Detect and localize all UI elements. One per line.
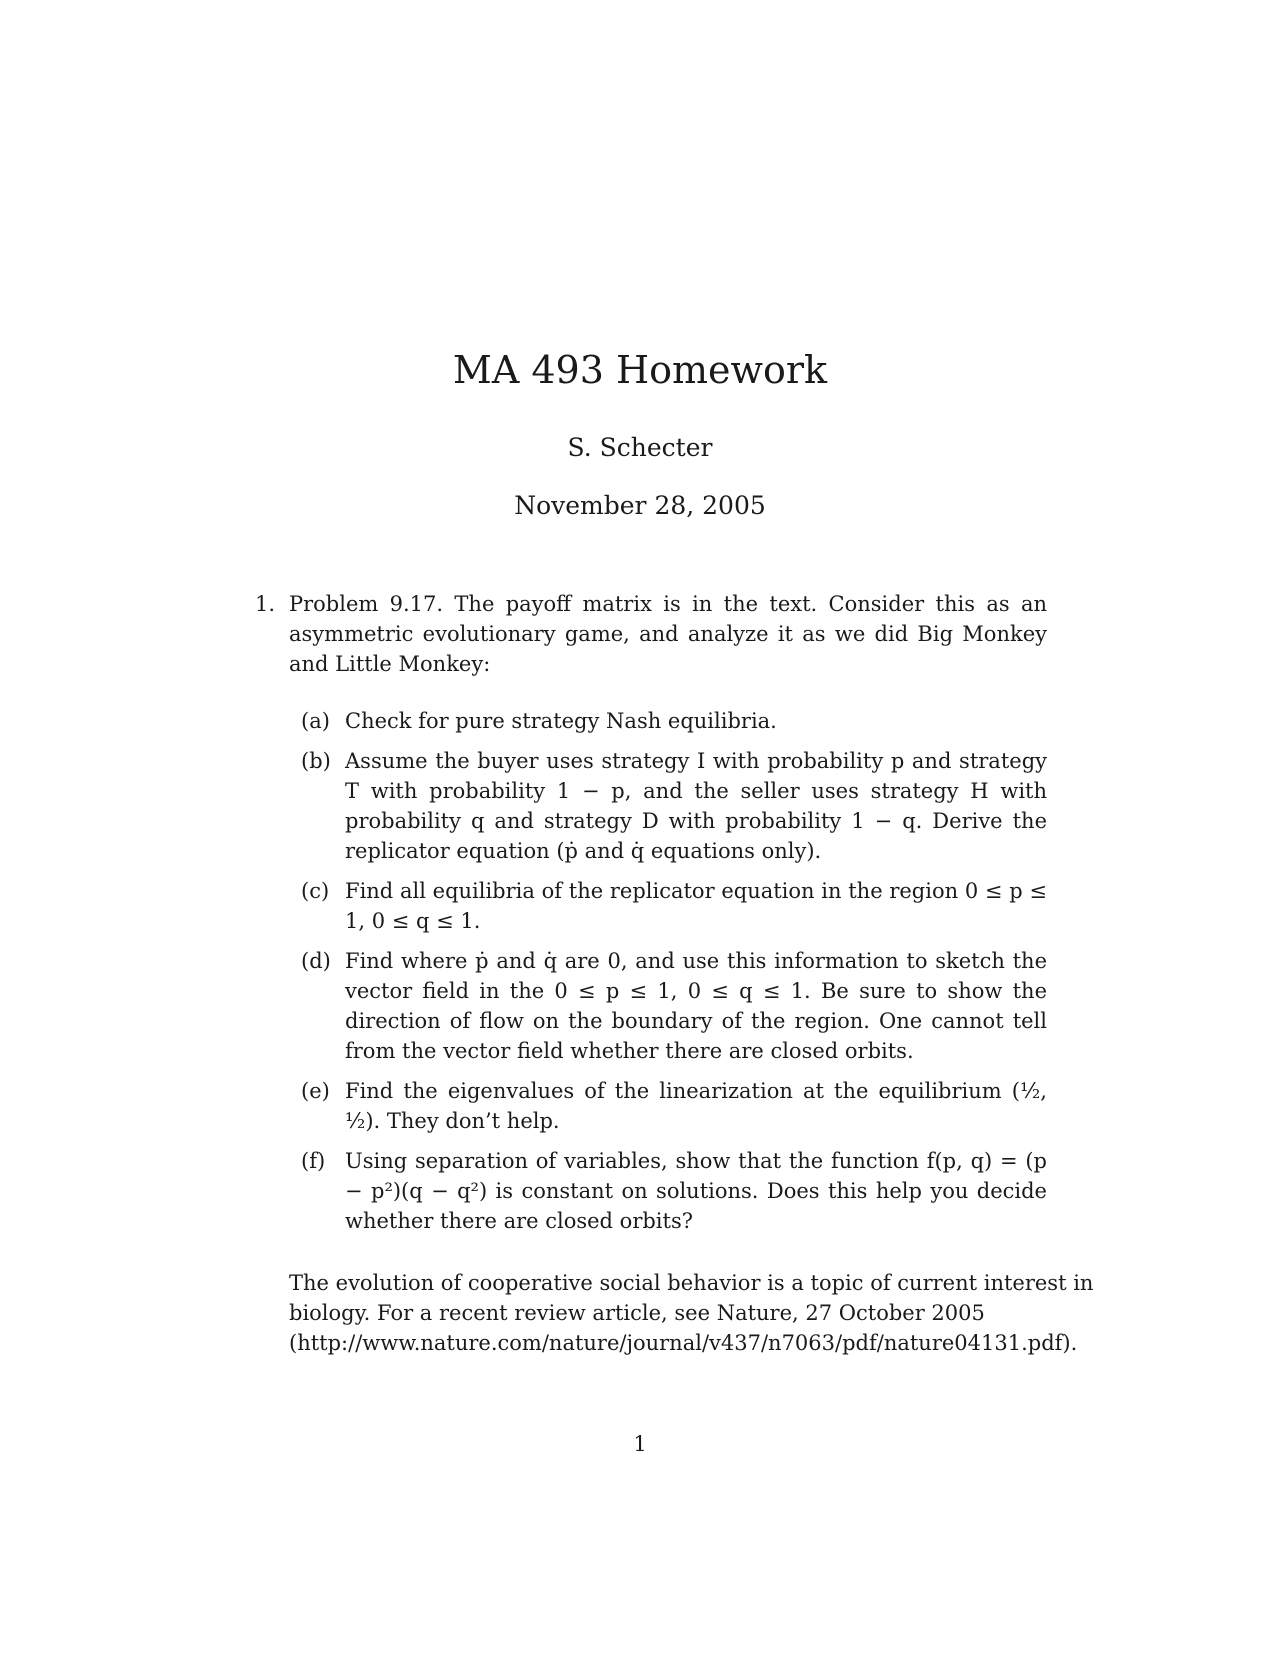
closing-paragraph: The evolution of cooperative social behavior is a topic of current interest in biology. For a recent review article, see Nature, 27 October 2005 (http://www.nature.com/nature/journal/v437/n7063/pdf/nature04131.pdf). (289, 1271, 1094, 1355)
part-text: Assume the buyer uses strategy I with probability p and strategy T with probability 1 − p, and the seller uses strategy H with probability q and strategy D with probability 1 − q. Derive the replicator equation (ṗ and q̇ equations only). (345, 749, 1047, 863)
part-text: Check for pure strategy Nash equilibria. (345, 709, 777, 733)
part-label: (d) (301, 949, 331, 973)
part-label: (f) (301, 1149, 326, 1173)
page-number: 1 (633, 1432, 647, 1456)
part-b (301, 746, 1047, 866)
part-c (301, 876, 1047, 936)
part-label: (b) (301, 749, 331, 773)
problem-intro: Problem 9.17. The payoff matrix is in the text. Consider this as an asymmetric evolutionary game, and analyze it as we did Big Monkey and Little Monkey: (289, 592, 1047, 676)
part-f (301, 1146, 1047, 1236)
part-text: Find where ṗ and q̇ are 0, and use this information to sketch the vector field in the 0 ≤ p ≤ 1, 0 ≤ q ≤ 1. Be sure to show the direction of flow on the boundary of the region. One cannot tell from the vector field whether there are closed orbits. (345, 949, 1047, 1063)
document-author: S. Schecter (567, 433, 713, 462)
document-title: MA 493 Homework (452, 348, 828, 392)
problem-number: 1. (255, 592, 276, 616)
part-text: Find all equilibria of the replicator equation in the region 0 ≤ p ≤ 1, 0 ≤ q ≤ 1. (345, 879, 1047, 933)
part-a (301, 706, 1047, 736)
part-label: (e) (301, 1079, 330, 1103)
problem-parts (301, 706, 1047, 1246)
document-date: November 28, 2005 (514, 491, 766, 520)
part-label: (a) (301, 709, 330, 733)
part-text: Using separation of variables, show that the function f(p, q) = (p − p²)(q − q²) is constant on solutions. Does this help you decide whether there are closed orbits? (345, 1149, 1047, 1233)
part-e (301, 1076, 1047, 1136)
part-label: (c) (301, 879, 330, 903)
part-d (301, 946, 1047, 1066)
part-text: Find the eigenvalues of the linearization at the equilibrium (½, ½). They don’t help. (345, 1079, 1047, 1133)
